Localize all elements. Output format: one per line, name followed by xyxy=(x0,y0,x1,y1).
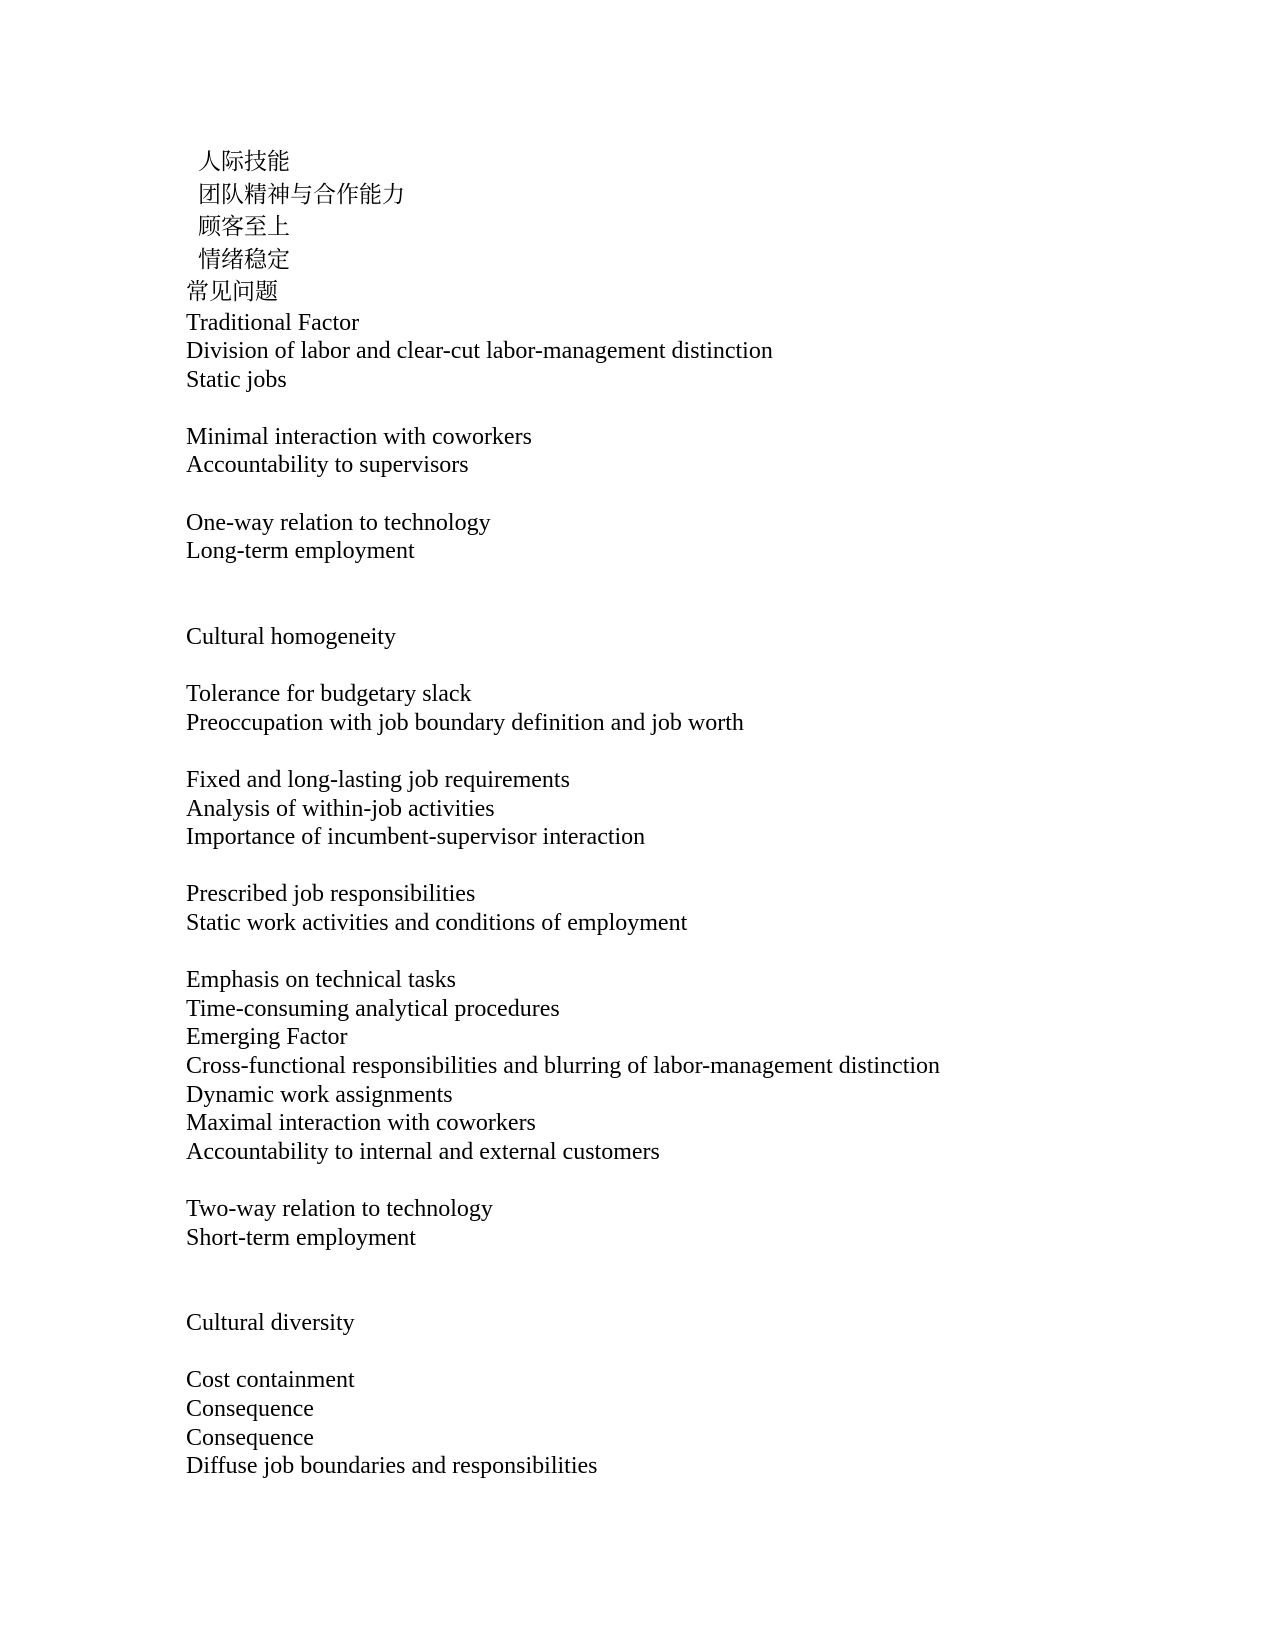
text-line: Diffuse job boundaries and responsibilities xyxy=(186,1453,598,1480)
text-line: Fixed and long-lasting job requirements xyxy=(186,767,570,793)
text-line: One-way relation to technology xyxy=(186,509,491,536)
text-line: Importance of incumbent-supervisor interaction xyxy=(186,824,646,851)
text-line: Dynamic work assignments xyxy=(186,1081,453,1108)
document-body xyxy=(186,146,1186,1481)
text-line: Static work activities and conditions of employment xyxy=(186,909,688,936)
text-line: Analysis of within-job activities xyxy=(186,795,495,822)
blank-line xyxy=(186,1166,1186,1195)
blank-line xyxy=(186,566,1186,623)
text-line: Cultural diversity xyxy=(186,1310,355,1337)
text-line: Maximal interaction with coworkers xyxy=(186,1110,536,1137)
blank-line xyxy=(186,652,1186,681)
text-line: Prescribed job responsibilities xyxy=(186,881,476,908)
text-line: Cross-functional responsibilities and blurring of labor-management distinction xyxy=(186,1052,941,1079)
text-line: Minimal interaction with coworkers xyxy=(186,423,532,450)
text-line: Short-term employment xyxy=(186,1224,416,1251)
blank-line xyxy=(186,737,1186,766)
text-line: Accountability to internal and external customers xyxy=(186,1138,660,1165)
text-line: Static jobs xyxy=(186,366,287,393)
cjk-item: 团队精神与合作能力 xyxy=(198,181,405,208)
blank-line xyxy=(186,938,1186,967)
cjk-item: 情绪稳定 xyxy=(198,246,290,273)
text-line: Accountability to supervisors xyxy=(186,452,469,479)
blank-line xyxy=(186,852,1186,881)
text-line: Consequence xyxy=(186,1424,314,1451)
text-line: Time-consuming analytical procedures xyxy=(186,995,560,1022)
text-line: Consequence xyxy=(186,1396,314,1423)
text-line: Emphasis on technical tasks xyxy=(186,967,456,994)
text-line: Cost containment xyxy=(186,1367,355,1394)
text-line: Two-way relation to technology xyxy=(186,1195,493,1222)
emerging-factor-title: Emerging Factor xyxy=(186,1024,348,1051)
text-line: Tolerance for budgetary slack xyxy=(186,681,472,708)
cjk-item: 顾客至上 xyxy=(198,214,290,240)
blank-line xyxy=(186,1252,1186,1309)
text-line: Long-term employment xyxy=(186,538,415,565)
blank-line xyxy=(186,394,1186,423)
cjk-heading: 常见问题 xyxy=(186,279,278,305)
traditional-factor-title: Traditional Factor xyxy=(186,309,360,336)
cjk-item: 人际技能 xyxy=(198,149,290,175)
text-line: Cultural homogeneity xyxy=(186,624,396,651)
text-line: Preoccupation with job boundary definition and job worth xyxy=(186,709,744,736)
blank-line xyxy=(186,480,1186,509)
text-line: Division of labor and clear-cut labor-management distinction xyxy=(186,338,773,365)
blank-line xyxy=(186,1338,1186,1367)
